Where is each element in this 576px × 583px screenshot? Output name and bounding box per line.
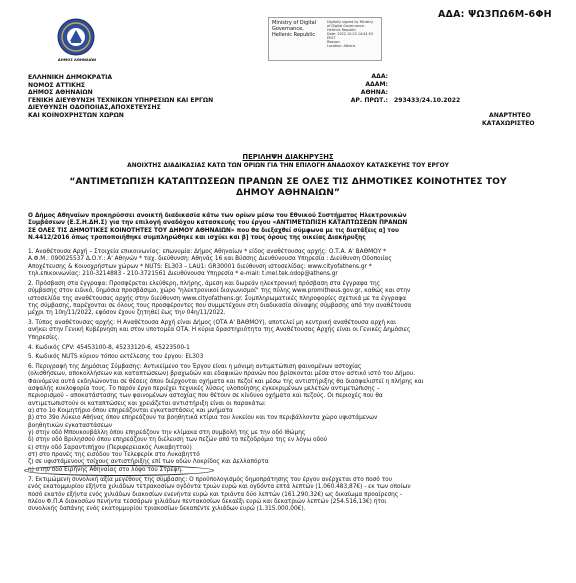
section-line: ενός εκατομμυρίου εξήντα χιλιάδων τετρακοσίων ογδόντα τριών ευρώ και ογδόντα επτά λεπτών (1.060.483,87€) - εκ των οποίων <box>28 484 411 491</box>
intro-line: Ο Δήμος Αθηναίων προκηρύσσει ανοικτή διαδικασία κάτω των ορίων μέσω του Εθνικού Συστήματος Ηλεκτρονικών <box>28 213 407 219</box>
section-line: 2. Πρόσβαση στα έγγραφα: Προσφέρεται ελεύθερη, πλήρης, άμεση και δωρεάν ηλεκτρονική πρόσβαση στα έγγραφα της <box>28 281 381 287</box>
intro-line: Συμβάσεων (Ε.Σ.Η.ΔΗ.Σ) για την επιλογή αναδόχου κατασκευής του έργου «ΑΝΤΙΜΕΤΩΠΙΣΗ ΚΑΤΑΠΤΩΣΕΩΝ ΠΡΑΝΩΝ <box>28 220 408 227</box>
hand-drawn-circle-annotation <box>24 465 214 476</box>
section-line: 3. Τύπος αναθέτουσας αρχής: Η Αναθέτουσα Αρχή είναι Δήμος (ΟΤΑ Α' ΒΑΘΜΟΥ), αποτελεί μη κεντρική αναθέτουσα αρχή και <box>28 320 397 326</box>
section-line: Υπηρεσίες. <box>28 334 60 341</box>
signature-detail-line: Digitally signed by Ministry <box>327 20 374 24</box>
signature-detail-line: Location: Athens <box>327 44 356 48</box>
section-line: Φαινόμενα αυτά εκδηλώνονται σε θέσεις όπου διέρχονται οχήματα και πεζοί και μέσω της αντιστήριξης θα διασφαλιστεί η πλήρης και <box>28 378 424 385</box>
section-line: βοηθητικών εγκαταστάσεων <box>28 422 112 429</box>
section-line: 6. Περιγραφή της Δημόσιας Σύμβασης: Αντικείμενο του Έργου είναι η μόνιμη αντιμετώπιση φαινομένων αστοχίας <box>28 364 362 370</box>
section-line: ανήκει στην Γενική Κυβέρνηση και στον υποτομέα ΟΤΑ. Η κύρια δραστηριότητα της Αναθέτουσας Αρχής είναι οι Γενικές Δημόσιες <box>28 327 411 334</box>
signature-details <box>327 20 381 48</box>
section-authority-type <box>28 320 558 342</box>
section-line: 4. Κωδικός CPV: 45453100-8, 45233120-6, 45223500-1 <box>28 345 190 351</box>
register-label: ΚΑΤΑΧΩΡΙΣΤΕΟ <box>482 120 535 127</box>
section-line: γ) στην οδό Μπουκουβάλλη όπου επηρεάζουν την κλίμακα στη συμβολή της με την οδό Ιθώμης <box>28 430 306 437</box>
section-line: η) στην οδό Ειρήνης Αθηναίας στο λόφο του Στρέφη. <box>28 466 183 473</box>
adam-label: ΑΔΑΜ: <box>365 81 388 88</box>
intro-line: Ν.4412/2016 όπως τροποποιήθηκε συμπληρώθηκε και ισχύει και β] τους όρους της οικείας Διακήρυξης <box>28 235 366 242</box>
section-line: τηλ.επικοινωνίας: 210-3214883 - 210-3721561 Διευθύνουσα Υπηρεσία * e-mail: t.mel.tek.odop@athens.gr <box>28 271 338 278</box>
section-line: ε) στην οδό Σαραντιπήχου (Περιφερειακός Λυκαβηττού) <box>28 444 192 451</box>
ada-label: ΑΔΑ: <box>371 73 388 80</box>
section-line: αντιμετωπιστούν οι καταπτώσεις και χρειάζεται αντιστήριξη είναι οι παρακάτω: <box>28 400 266 407</box>
section-contract-description <box>28 364 558 474</box>
section-estimated-value <box>28 477 558 514</box>
signature-detail-line: Hellenic Republic <box>327 28 357 32</box>
municipality-emblem-icon <box>56 17 96 57</box>
section-line: (ολισθήσεων, αποκολλήσεων και καταπτώσεων) βραχωδών και εδαφικών πρανών που βρίσκονται μέσα στον αστικό ιστό του Δήμου. <box>28 371 416 378</box>
procedure-subtitle: ΑΝΟΙΧΤΗΣ ΔΙΑΔΙΚΑΣΙΑΣ ΚΑΤΩ ΤΩΝ ΟΡΙΩΝ ΓΙΑ ΤΗΝ ΕΠΙΛΟΓΗ ΑΝΑΔΟΧΟΥ ΚΑΤΑΣΚΕΥΗΣ ΤΟΥ ΕΡΓΟΥ <box>127 163 449 169</box>
signature-org-line: Governance, <box>272 26 304 32</box>
protocol-number: 293433/24.10.2022 <box>394 97 461 104</box>
section-line: 5. Κωδικός NUTS κύριου τόπου εκτέλεσης του έργου: EL303 <box>28 354 204 360</box>
section-line: β) στο 39ο Λύκειο Αθήνας όπου επηρεάζουν τα βοηθητικά κτίρια του λυκείου και τον περιβάλλοντα χώρο υφιστάμενων <box>28 415 378 422</box>
signature-detail-line: EEST <box>327 36 336 40</box>
section-line: Αποχέτευσης & Κοινοχρήστων χώρων * NUTS: EL303 – LAU1: GR30001 διεύθυνση ιστοσελίδας: www.cityofathens.gr * <box>28 263 372 270</box>
section-line: ποσό εκατόν εξήντα ενός χιλιάδων διακοσίων ενενήντα ευρώ και τριάντα δύο λεπτών (161.290,32€) ως δικαίωμα προαίρεσης - <box>28 491 403 498</box>
issuer-line: ΝΟΜΟΣ ΑΤΤΙΚΗΣ <box>28 81 86 89</box>
section-line: περιορισμού – αποκατάστασης των φαινομένων αστοχίας που θέτουν σε κίνδυνο οχήματα και πεζούς. Οι περιοχές που θα <box>28 393 383 400</box>
signature-org-line: Ministry of Digital <box>272 20 317 26</box>
project-title-line: “ΑΝΤΙΜΕΤΩΠΙΣΗ ΚΑΤΑΠΤΩΣΕΩΝ ΠΡΑΝΩΝ ΣΕ ΟΛΕΣ ΤΙΣ ΔΗΜΟΤΙΚΕΣ ΚΟΙΝΟΤΗΤΕΣ ΤΟΥ <box>69 176 507 187</box>
signature-detail-line: Reason: <box>327 40 341 44</box>
digital-signature-box <box>268 17 382 61</box>
signature-detail-line: Date: 2022.10.25 14:44:53 <box>327 32 374 36</box>
section-line: πλέον Φ.Π.Α διακοσίων πενήντα τεσσάρων χιλιάδων πεντακοσίων δεκαέξι ευρώ και δεκατριών λεπτών (254.516,13€) ήτοι <box>28 499 387 506</box>
issuer-block <box>28 74 278 120</box>
section-line: ζ) σε υφιστάμενους τοίχους αντιστήριξης επί των οδών Λοκρίδος και Δελλαπόρτα <box>28 459 269 466</box>
section-nuts <box>28 354 558 361</box>
post-label: ΑΝΑΡΤΗΤΕΟ <box>489 112 531 119</box>
section-line: συνολικής δαπάνης ενός εκατομμυρίου τριακοσίων δεκαπέντε χιλιάδων ευρώ (1.315.000,00€). <box>28 506 306 513</box>
section-line: ασφαλής κυκλοφορία τους. Το παρόν έργο περιέχει τεχνικές λύσεις υλοποίησης εγκεκριμένων μελετών αντιμετώπισης – <box>28 386 380 393</box>
section-cpv <box>28 345 558 352</box>
signature-detail-line: of Digital Governance, <box>327 24 365 28</box>
section-line: 1. Αναθέτουσα Αρχή – Στοιχεία επικοινωνίας: επωνυμία: Δήμος Αθηναίων * είδος αναθέτουσας αρχής: Ο.Τ.Α. Α' ΒΑΘΜΟΥ * <box>28 249 387 255</box>
section-line: στ) στο πρανές της εισόδου του Τελεφερίκ στο Λυκαβηττό <box>28 452 200 459</box>
section-line: μέχρι τη 10η/11/2022, εφόσον έχουν ζητηθεί έως την 04η/11/2022. <box>28 310 226 317</box>
section-line: Α.Φ.Μ.: 090025537 Δ.Ο.Υ.: Α' Αθηνών * ταχ. διεύθυνση: Αθηνάς 16 και Βύσσης Διευθύνουσα Υπηρεσία : Διεύθυνση Οδοποιίας <box>28 256 392 263</box>
date-label: ΑΘΗΝΑ: <box>360 89 388 96</box>
issuer-line: ΕΛΛΗΝΙΚΗ ΔΗΜΟΚΡΑΤΙΑ <box>28 74 113 81</box>
issuer-line: ΔΗΜΟΣ ΑΘΗΝΑΙΩΝ <box>28 89 93 97</box>
section-line: ιστοσελίδα της αναθέτουσας αρχής στην διεύθυνση www.cityofathens.gr. Συμπληρωματικές πληροφορίες σχετικά με τα έγγραφα <box>28 295 407 302</box>
ada-header: ΑΔΑ: ΨΩ3ΠΩ6Μ-6ΦΗ <box>438 9 552 20</box>
signature-org <box>272 20 324 38</box>
project-title-line: ΔΗΜΟΥ ΑΘΗΝΑΙΩΝ” <box>236 187 340 198</box>
section-line: της σύμβασης, παρέχονται σε όλους τους προσφέροντες που συμμετέχουν στη διαδικασία σύναψης σύμβασης από την αναθέτουσα <box>28 303 412 310</box>
section-line: δ) στην οδό Βριλησσού όπου επηρεάζουν τη διέλευση των πεζών από το πεζοδρόμιο της εν λόγω οδού <box>28 437 328 444</box>
page-title: ΠΕΡΙΛΗΨΗ ΔΙΑΚΗΡΥΞΗΣ <box>242 153 334 161</box>
section-contracting-authority <box>28 249 558 278</box>
issuer-line: ΔΙΕΥΘΥΝΣΗ ΟΔΟΠΟΙΙΑΣ,ΑΠΟΧΕΤΕΥΣΗΣ <box>28 104 161 112</box>
section-documents-access <box>28 281 558 318</box>
issuer-line: ΚΑΙ ΚΟΙΝΟΧΡΗΣΤΩΝ ΧΩΡΩΝ <box>28 111 124 119</box>
intro-line: ΣΕ ΟΛΕΣ ΤΙΣ ΔΗΜΟΤΙΚΕΣ ΚΟΙΝΟΤΗΤΕΣ ΤΟΥ ΔΗΜΟΥ ΑΘΗΝΑΙΩΝ» που θα διεξαχθεί σύμφωνα με τις διατάξεις α] του <box>28 227 399 234</box>
emblem-caption: ΔΗΜΟΣ ΑΘΗΝΑΙΩΝ <box>57 58 97 62</box>
signature-org-line: Hellenic Republic <box>272 32 315 38</box>
section-line: σύμβασης στον ειδικό, δημόσια προσβάσιμο, χώρο "ηλεκτρονικοί διαγωνισμοί" της πύλης www.promitheus.gov.gr, καθώς και στην <box>28 288 411 295</box>
section-line: 7. Εκτιμώμενη συνολική αξία μεγέθους της σύμβασης: Ο προϋπολογισμός δημοπράτησης του έργου ανέρχεται στο ποσό του <box>28 477 393 483</box>
intro-paragraph <box>28 213 556 242</box>
section-line: α) στο 1ο Κοιμητήριο όπου επηρεάζονται εγκαταστάσεις και μνήματα <box>28 408 233 415</box>
protocol-label: ΑΡ. ΠΡΩΤ.: <box>350 97 388 104</box>
issuer-line: ΓΕΝΙΚΗ ΔΙΕΥΘΥΝΣΗ ΤΕΧΝΙΚΩΝ ΥΠΗΡΕΣΙΩΝ ΚΑΙ ΕΡΓΩΝ <box>28 96 214 104</box>
